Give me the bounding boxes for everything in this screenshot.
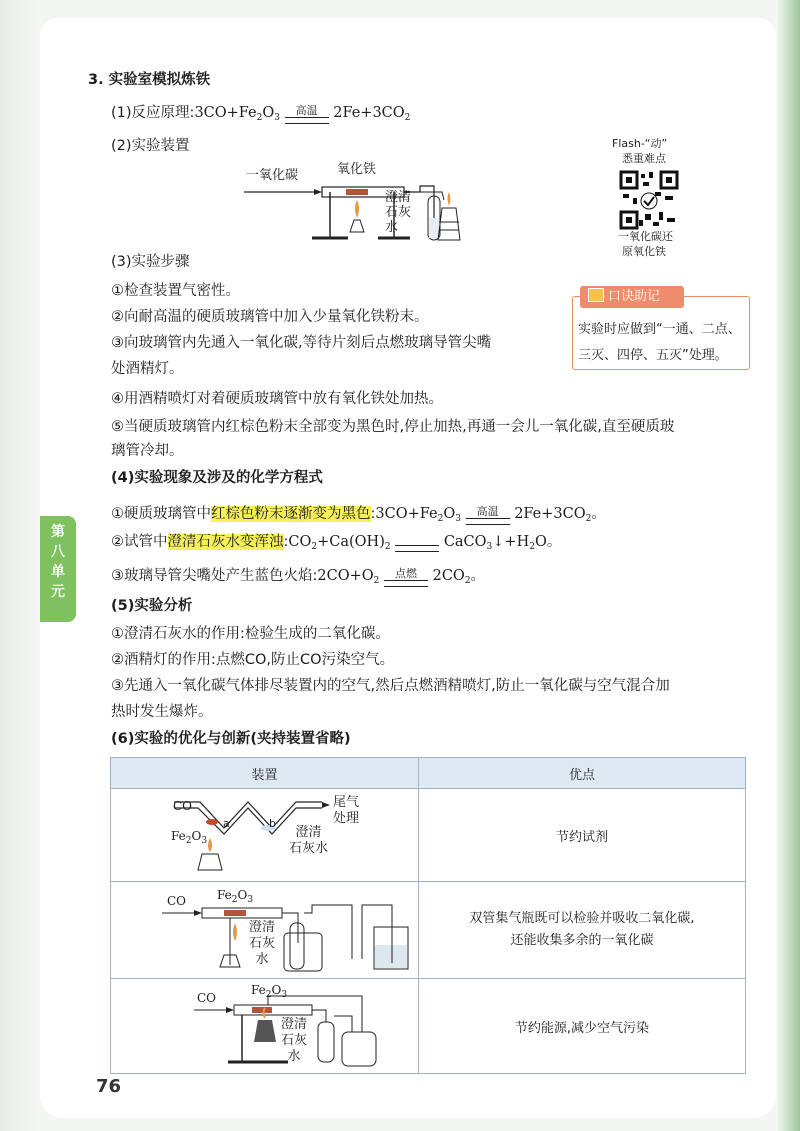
analysis-3: ③先通入一氧化碳气体排尽装置内的空气,然后点燃酒精喷灯,防止一氧化碳与空气混合加 [111, 678, 670, 694]
flash-caption: Flash-“动” [612, 137, 668, 150]
flash-caption-2: 悉重难点 [622, 152, 666, 165]
table-row [111, 979, 746, 1074]
label-limewater: 澄清 石灰 水 [385, 190, 412, 235]
innovation-table [110, 757, 746, 1074]
step-5: ⑤当硬质玻璃管内红棕色粉末全部变为黑色时,停止加热,再通一会儿一氧化碳,直至硬质玻 [111, 419, 675, 435]
step-1: ①检查装置气密性。 [111, 283, 240, 299]
apparatus-cell-1: CO a b $Fe_2O_3$ 尾气 处理 澄清 石灰水 [111, 789, 419, 882]
mnemonic-line-1: 实验时应做到“一通、二点、 [578, 322, 741, 337]
reaction-principle: (1)反应原理$:3CO+Fe_2O_3$ 高温 $2Fe+3CO_2$ [111, 103, 410, 128]
analysis-1: ①澄清石灰水的作用:检验生成的二氧化碳。 [111, 626, 390, 642]
apparatus-cell-2: CO $Fe_2O_3$ 澄清 石灰 水 [111, 882, 419, 979]
step-3: ③向玻璃管内先通入一氧化碳,等待片刻后点燃玻璃导管尖嘴 [111, 335, 492, 351]
step-3-cont: 处酒精灯。 [111, 361, 184, 377]
header-advantage: 优点 [419, 758, 746, 789]
header-apparatus: 装置 [111, 758, 419, 789]
phenomenon-3: ③玻璃导管尖嘴处产生蓝色火焰$:2CO+O_2$ 点燃 $2CO_2$。 [111, 567, 486, 586]
mnemonic-line-2: 三灭、四停、五灭”处理。 [578, 348, 728, 363]
table-row [111, 882, 746, 979]
label-iron-oxide: 氧化铁 [337, 162, 377, 177]
advantage-cell-2: 双管集气瓶既可以检验并吸收二氧化碳, 还能收集多余的一氧化碳 [419, 882, 746, 979]
w-tube-apparatus [112, 790, 412, 880]
page-number: 76 [96, 1076, 122, 1097]
step-2: ②向耐高温的硬质玻璃管中加入少量氧化铁粉末。 [111, 309, 429, 325]
table-row [111, 789, 746, 882]
pencil-icon [588, 288, 604, 302]
phenomena-label: (4)实验现象及涉及的化学方程式 [111, 470, 323, 486]
apparatus-label: (2)实验装置 [111, 138, 190, 154]
flash-title-2: 原氧化铁 [622, 245, 666, 258]
apparatus-cell-3: CO $Fe_2O_3$ 澄清 石灰 水 [111, 979, 419, 1074]
section-title: 3. 实验室模拟炼铁 [88, 72, 211, 88]
qr-code[interactable] [619, 170, 679, 230]
step-5-cont: 璃管冷却。 [111, 443, 184, 459]
steps-label: (3)实验步骤 [111, 254, 190, 270]
phenomenon-2: ②试管中澄清石灰水变浑浊$:CO_2+Ca(OH)_2$ $CaCO_3↓+H_2O$。 [111, 534, 562, 552]
phenomenon-1: ①硬质玻璃管中红棕色粉末逐渐变为黑色$:3CO+Fe_2O_3$ 高温 $2Fe+3CO_2$。 [111, 505, 606, 524]
unit-tab[interactable]: 第 八 单 元 [40, 516, 76, 622]
flash-title-1: 一氧化碳还 [618, 230, 673, 243]
advantage-cell-1: 节约试剂 [419, 789, 746, 882]
analysis-3-cont: 热时发生爆炸。 [111, 704, 213, 720]
page-edge-right [778, 0, 800, 1131]
equation-condition-arrow: 高温 [285, 105, 329, 128]
analysis-2: ②酒精灯的作用:点燃CO,防止CO污染空气。 [111, 652, 395, 668]
step-4: ④用酒精喷灯对着硬质玻璃管中放有氧化铁处加热。 [111, 391, 443, 407]
page-edge-left [0, 0, 40, 1131]
analysis-label: (5)实验分析 [111, 598, 193, 614]
label-carbon-monoxide: 一氧化碳 [246, 168, 299, 183]
advantage-cell-3: 节约能源,减少空气污染 [419, 979, 746, 1074]
mnemonic-header: 口诀助记 [580, 286, 684, 308]
innovation-label: (6)实验的优化与创新(夹持装置省略) [111, 731, 351, 747]
